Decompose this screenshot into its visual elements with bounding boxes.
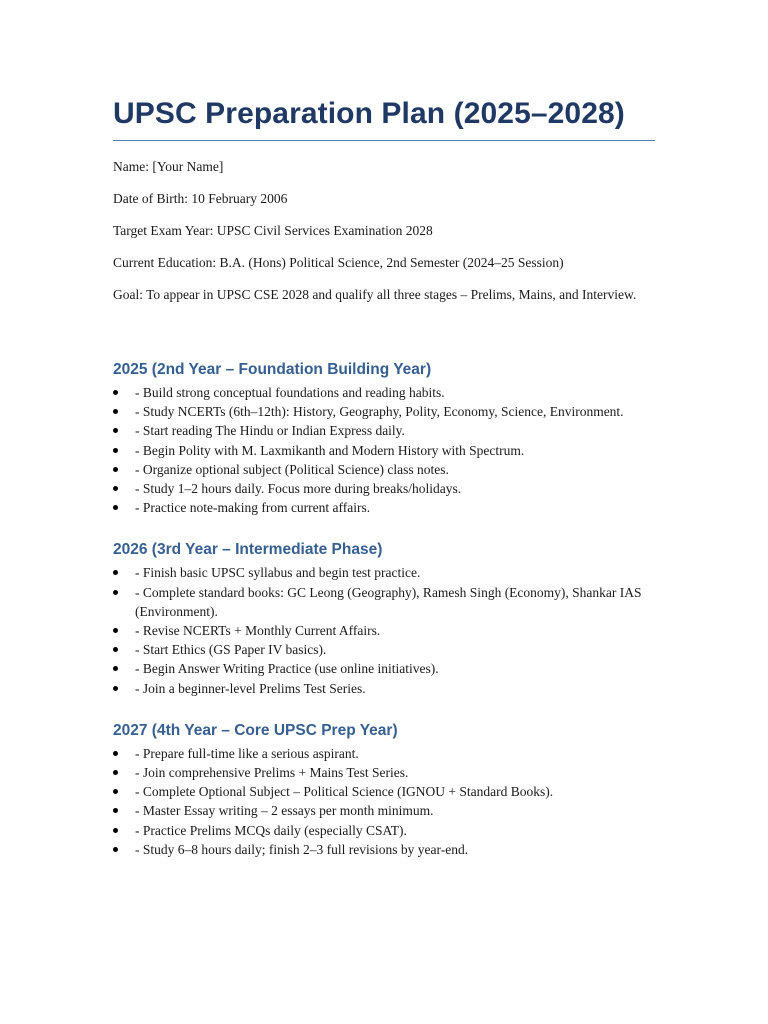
bullet-icon: [113, 789, 118, 794]
bullet-icon: [113, 666, 118, 671]
list-item: [113, 498, 655, 517]
bullet-icon: [113, 828, 118, 833]
list-item-text: - Complete standard books: GC Leong (Geography), Ramesh Singh (Economy), Shankar IAS (Environment).: [135, 584, 642, 619]
list-item-text: - Practice note-making from current affairs.: [135, 500, 371, 516]
list-item: [113, 679, 655, 698]
bullet-icon: [113, 448, 118, 453]
list-item-text: - Organize optional subject (Political Science) class notes.: [135, 461, 449, 477]
list-item-text: - Start Ethics (GS Paper IV basics).: [135, 642, 327, 658]
list-item-text: - Join comprehensive Prelims + Mains Test Series.: [135, 765, 409, 781]
name-field: Name: [Your Name]: [113, 159, 224, 174]
spacer: [113, 317, 655, 360]
list-item: [113, 441, 655, 460]
target-exam-year-field: Target Exam Year: UPSC Civil Services Examination 2028: [113, 223, 433, 238]
date-of-birth-field: Date of Birth: 10 February 2006: [113, 191, 288, 206]
bullet-icon: [113, 390, 118, 395]
section-heading: 2027 (4th Year – Core UPSC Prep Year): [113, 721, 398, 739]
bullet-icon: [113, 570, 118, 575]
bullet-icon: [113, 505, 118, 510]
list-item-text: - Revise NCERTs + Monthly Current Affairs.: [135, 623, 381, 639]
list-item: [113, 421, 655, 440]
list-item-text: - Study 6–8 hours daily; finish 2–3 full revisions by year-end.: [135, 841, 469, 857]
list-item: [113, 821, 655, 840]
bullet-icon: [113, 428, 118, 433]
bullet-list: [113, 563, 655, 697]
bullet-icon: [113, 686, 118, 691]
bullet-icon: [113, 770, 118, 775]
bullet-icon: [113, 409, 118, 414]
list-item: [113, 744, 655, 763]
bullet-icon: [113, 486, 118, 491]
list-item: [113, 460, 655, 479]
current-education-field: Current Education: B.A. (Hons) Political Science, 2nd Semester (2024–25 Session): [113, 255, 564, 270]
bullet-icon: [113, 628, 118, 633]
bullet-list: [113, 744, 655, 859]
list-item: [113, 563, 655, 582]
bullet-icon: [113, 647, 118, 652]
list-item-text: - Practice Prelims MCQs daily (especially CSAT).: [135, 822, 407, 838]
section-heading: 2026 (3rd Year – Intermediate Phase): [113, 541, 383, 559]
section-2025: [113, 360, 655, 517]
list-item: [113, 621, 655, 640]
bullet-icon: [113, 808, 118, 813]
goal-field: Goal: To appear in UPSC CSE 2028 and qualify all three stages – Prelims, Mains, and Interview.: [113, 287, 637, 302]
section-heading: 2025 (2nd Year – Foundation Building Year): [113, 361, 432, 378]
list-item: [113, 479, 655, 498]
list-item-text: - Join a beginner-level Prelims Test Series.: [135, 680, 366, 696]
list-item: [113, 402, 655, 421]
list-item: [113, 640, 655, 659]
bullet-icon: [113, 467, 118, 472]
section-2027: [113, 721, 655, 859]
list-item-text: - Prepare full-time like a serious aspirant.: [135, 745, 359, 761]
bullet-icon: [113, 590, 118, 595]
bullet-icon: [113, 751, 118, 756]
list-item-text: - Study NCERTs (6th–12th): History, Geography, Polity, Economy, Science, Environment.: [135, 404, 624, 420]
document-title: UPSC Preparation Plan (2025–2028): [113, 92, 655, 141]
list-item: [113, 383, 655, 402]
list-item: [113, 801, 655, 820]
list-item: [113, 583, 655, 621]
bullet-icon: [113, 847, 118, 852]
list-item-text: - Master Essay writing – 2 essays per month minimum.: [135, 803, 434, 819]
list-item-text: - Finish basic UPSC syllabus and begin test practice.: [135, 565, 421, 581]
list-item-text: - Build strong conceptual foundations and reading habits.: [135, 385, 445, 400]
list-item-text: - Begin Polity with M. Laxmikanth and Modern History with Spectrum.: [135, 442, 525, 458]
list-item: [113, 782, 655, 801]
section-2026: [113, 540, 655, 697]
list-item-text: - Start reading The Hindu or Indian Express daily.: [135, 423, 405, 439]
list-item: [113, 840, 655, 859]
list-item-text: - Complete Optional Subject – Political Science (IGNOU + Standard Books).: [135, 784, 554, 800]
list-item: [113, 659, 655, 678]
list-item: [113, 763, 655, 782]
list-item-text: - Study 1–2 hours daily. Focus more during breaks/holidays.: [135, 481, 462, 497]
document-page: [113, 92, 655, 882]
list-item-text: - Begin Answer Writing Practice (use online initiatives).: [135, 661, 439, 677]
bullet-list: [113, 383, 655, 517]
